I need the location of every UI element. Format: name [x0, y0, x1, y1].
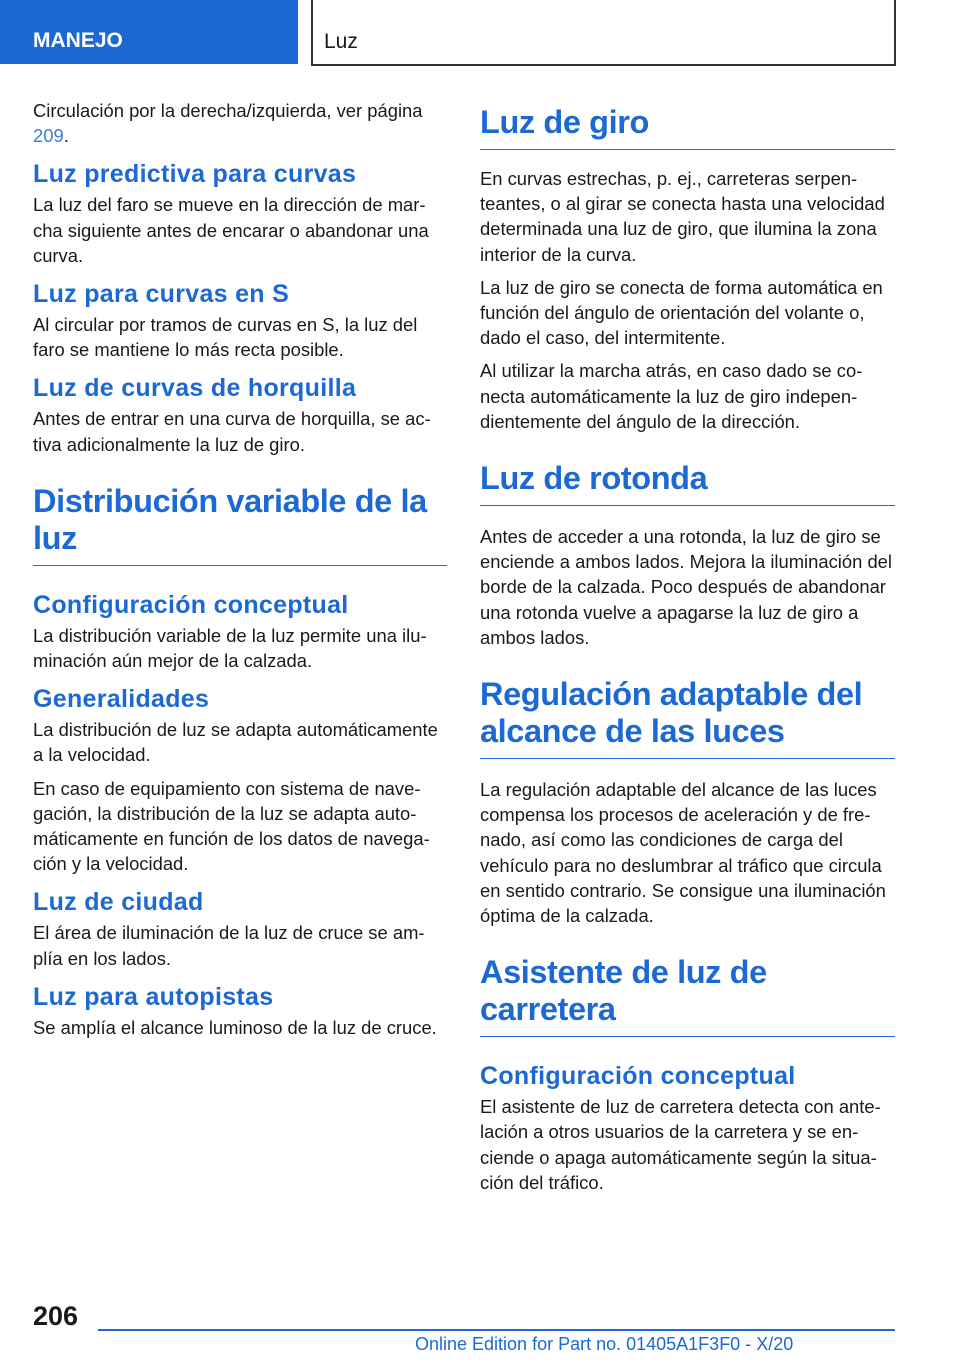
paragraph-giro-1: En curvas estrechas, p. ej., carreteras serpenteantes, o al girar se conecta hasta una velocidad determinada una luz de giro, que ilumina la zona interior de la curva.	[480, 168, 885, 265]
heading-rotonda: Luz de rotonda	[480, 460, 895, 506]
heading-config-left: Configuración conceptual	[33, 590, 349, 619]
heading-giro: Luz de giro	[480, 104, 895, 150]
footer-divider	[98, 1329, 895, 1331]
section-tab: MANEJO	[0, 0, 298, 64]
heading-config-right: Configuración conceptual	[480, 1062, 796, 1091]
header-frame	[311, 0, 896, 66]
heading-horquilla: Luz de curvas de horquilla	[33, 374, 357, 403]
heading-ciudad: Luz de ciudad	[33, 888, 204, 917]
heading-predictiva: Luz predictiva para curvas	[33, 160, 357, 189]
heading-regulacion: Regulación adaptable del alcance de las luces	[480, 676, 895, 759]
heading-curvas-s: Luz para curvas en S	[33, 280, 290, 309]
intro-text: Circulación por la derecha/izquierda, ver página	[33, 100, 423, 121]
paragraph-curvas-s: Al circular por tramos de curvas en S, la luz del faro se mantiene lo más recta posible.	[33, 314, 418, 361]
paragraph-config-left: La distribución variable de la luz permite una iluminación aún mejor de la calzada.	[33, 624, 427, 672]
paragraph-generalidades-2: En caso de equipamiento con sistema de navegación, la distribución de la luz se adapta automáticamente en función de los datos de navegación y la velocidad.	[33, 777, 430, 875]
paragraph-generalidades-1: La distribución de luz se adapta automáticamente a la velocidad.	[33, 719, 438, 766]
left-column	[33, 98, 447, 1048]
page-link[interactable]: 209	[33, 125, 64, 147]
heading-asistente: Asistente de luz de carretera	[480, 954, 895, 1037]
intro-end: .	[63, 125, 69, 147]
edition-note: Online Edition for Part no. 01405A1F3F0 - X/20	[415, 1334, 794, 1354]
paragraph-ciudad: El área de iluminación de la luz de cruce se amplía en los lados.	[33, 922, 425, 969]
paragraph-regulacion: La regulación adaptable del alcance de las luces compensa los procesos de aceleración y de frenado, así como las condiciones de carga del vehículo para no deslumbrar al tráfico que circula en sentido contrario. Se consigue una iluminación óptima de la calzada.	[480, 779, 886, 927]
intro-paragraph	[33, 98, 447, 148]
paragraph-giro-2: La luz de giro se conecta de forma automática en función del ángulo de orientación del volante o, dado el caso, del intermitente.	[480, 276, 883, 349]
heading-generalidades: Generalidades	[33, 685, 210, 714]
paragraph-autopistas: Se amplía el alcance luminoso de la luz de cruce.	[33, 1016, 437, 1038]
page-number: 206	[33, 1301, 79, 1331]
heading-autopistas: Luz para autopistas	[33, 982, 274, 1011]
paragraph-horquilla: Antes de entrar en una curva de horquilla, se activa adicionalmente la luz de giro.	[33, 408, 431, 455]
page-title: Luz	[324, 30, 358, 53]
right-column	[480, 98, 895, 1203]
heading-distribucion: Distribución variable de la luz	[33, 483, 447, 566]
paragraph-config-right: El asistente de luz de carretera detecta con antelación a otros usuarios de la carretera y se enciende o apaga automáticamente según la situación del tráfico.	[480, 1096, 881, 1193]
paragraph-giro-3: Al utilizar la marcha atrás, en caso dado se conecta automáticamente la luz de giro independientemente del ángulo de la dirección.	[480, 360, 863, 432]
paragraph-predictiva: La luz del faro se mueve en la dirección de marcha siguiente antes de encarar o abandonar una curva.	[33, 194, 429, 266]
paragraph-rotonda: Antes de acceder a una rotonda, la luz de giro se enciende a ambos lados. Mejora la iluminación del borde de la calzada. Poco después de abandonar una rotonda vuelve a apagarse la luz de giro a ambos lados.	[480, 526, 892, 648]
